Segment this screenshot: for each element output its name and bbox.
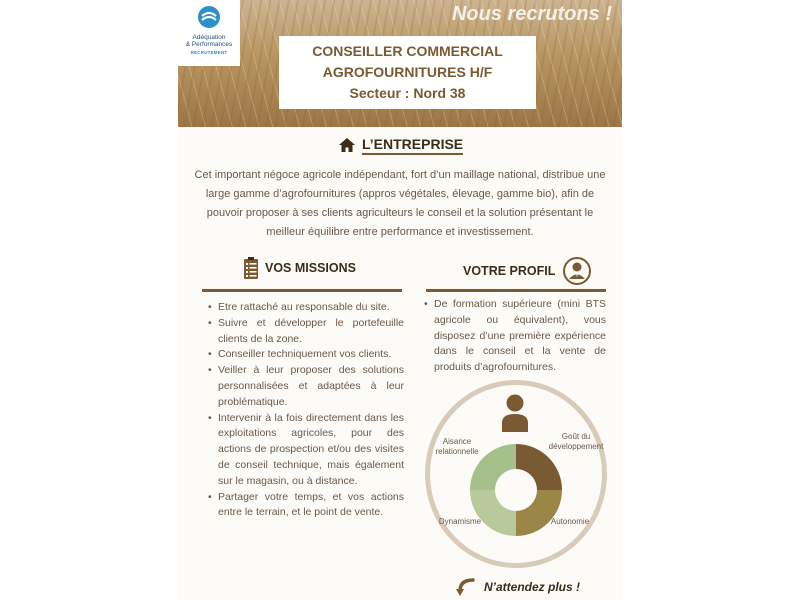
- checklist-icon: [243, 257, 259, 279]
- wheat-banner: [178, 0, 622, 127]
- house-icon: [338, 137, 356, 153]
- skill-label-autonomie: Autonomie: [550, 517, 590, 526]
- missions-heading-label: VOS MISSIONS: [265, 261, 356, 275]
- donut-segment-autonomie: [516, 490, 562, 536]
- profil-bullet: •: [424, 298, 428, 310]
- missions-list: [204, 300, 404, 521]
- job-posting-sheet: [178, 0, 622, 600]
- person-icon: [500, 393, 530, 433]
- logo-icon: [197, 5, 221, 29]
- profil-divider: [426, 289, 606, 292]
- curved-arrow-icon: [456, 578, 476, 596]
- profil-description: [422, 297, 606, 376]
- logo-name-line2: & Performances: [185, 41, 233, 48]
- job-title-line2: AGROFOURNITURES H/F: [322, 64, 493, 80]
- logo-name-line1: Adéquation: [192, 34, 226, 41]
- job-title-box: [279, 36, 536, 109]
- entreprise-heading-label: L’ENTREPRISE: [362, 136, 463, 155]
- missions-divider: [202, 289, 402, 292]
- mission-item: • Veiller à leur proposer des solutions personnalisées et adaptées à leur problématique.: [204, 363, 404, 410]
- call-to-action: [456, 578, 580, 596]
- missions-heading: [243, 257, 356, 279]
- profil-heading-label: VOTRE PROFIL: [463, 264, 556, 278]
- hiring-headline: Nous recrutons !: [451, 3, 612, 25]
- skill-label-aisance: Aisance relationnelle: [435, 437, 479, 456]
- mission-item: • Conseiller techniquement vos clients.: [204, 347, 404, 363]
- company-logo: [178, 0, 240, 66]
- donut-segment-dynamisme: [470, 490, 516, 536]
- profil-text: De formation supérieure (mini BTS agricole ou équivalent), vous disposez d’une première expérience dans le conseil et la vente de produits d’agrofournitures.: [434, 298, 606, 374]
- skill-label-gout: Goût du développement: [548, 432, 604, 451]
- entreprise-heading: [338, 134, 463, 156]
- mission-item: • Etre rattaché au responsable du site.: [204, 300, 404, 316]
- logo-subtitle: RECRUTEMENT: [190, 50, 228, 55]
- mission-item: • Partager votre temps, et vos actions entre le terrain, et le point de vente.: [204, 490, 404, 522]
- skill-label-dynamisme: Dynamisme: [438, 517, 482, 526]
- profil-heading: [463, 257, 591, 285]
- entreprise-description: Cet important négoce agricole indépendant, fort d’un maillage national, distribue une large gamme d’agrofournitures (appros végétales, élevage, gamme bio), afin de pouvoir proposer à ses clients agriculteurs le conseil et la solution présentant le meilleur équilibre entre performance et investissement.: [194, 169, 606, 238]
- cta-text: N’attendez plus !: [484, 580, 581, 594]
- profile-person-icon: [563, 257, 591, 285]
- mission-item: • Suivre et développer le portefeuille clients de la zone.: [204, 316, 404, 348]
- job-title-line1: CONSEILLER COMMERCIAL: [312, 43, 503, 59]
- job-sector: Secteur : Nord 38: [349, 85, 466, 101]
- mission-item: • Intervenir à la fois directement dans les exploitations agricoles, pour des actions de prospection et/ou des visites de conseil technique, mais également sur le magasin, ou à distance.: [204, 411, 404, 490]
